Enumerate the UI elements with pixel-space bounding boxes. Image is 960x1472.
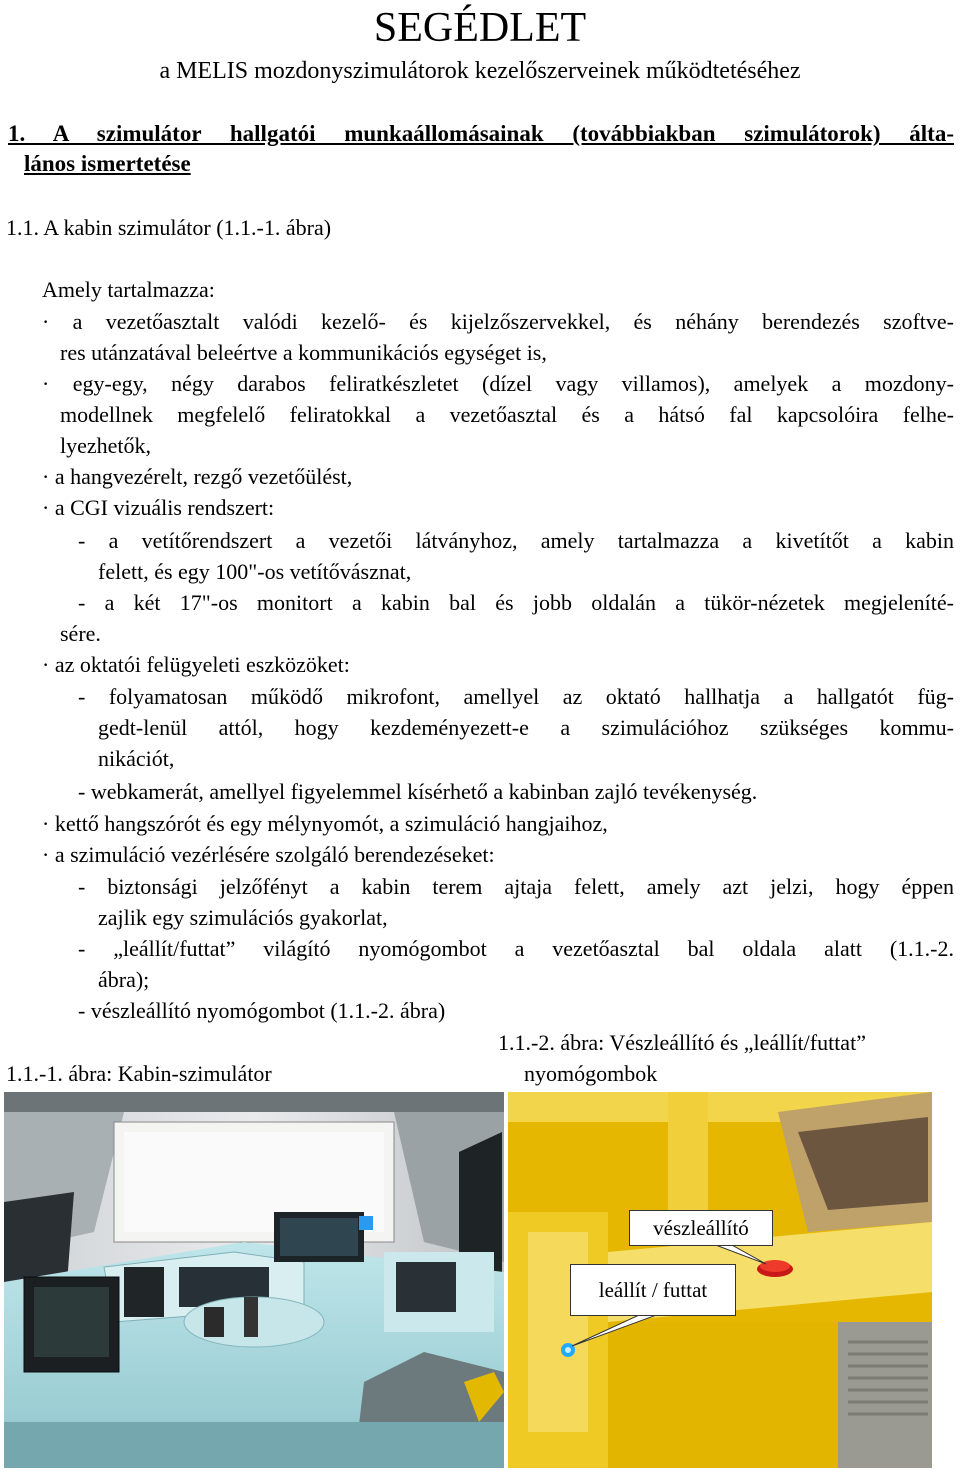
emergency-stop-callout: vészleállító <box>629 1210 773 1246</box>
body-line: · a CGI vizuális rendszert: <box>42 495 275 520</box>
body-line: nikációt, <box>98 746 175 771</box>
body-line: · kettő hangszórót és egy mélynyomót, a szimuláció hangjaihoz, <box>42 811 608 836</box>
body-line: - a két 17"-os monitort a kabin bal és jobb oldalán a tükör-nézetek megjeleníté- <box>78 590 954 615</box>
body-line: res utánzatával beleértve a kommunikációs egységet is, <box>60 340 547 365</box>
body-line: - a vetítőrendszert a vezetői látványhoz, amely tartalmazza a kivetítőt a kabin <box>78 528 954 553</box>
stop-run-callout: leállít / futtat <box>570 1264 736 1316</box>
body-line: felett, és egy 100"-os vetítővásznat, <box>98 559 412 584</box>
body-line: · a vezetőasztalt valódi kezelő- és kijelzőszervekkel, és néhány berendezés szoftve- <box>42 309 954 334</box>
body-line: - vészleállító nyomógombot (1.1.-2. ábra) <box>78 998 446 1023</box>
body-line: · az oktatói felügyeleti eszközöket: <box>42 652 350 677</box>
body-line: gedt-lenül attól, hogy kezdeményezett-e a szimulációhoz szükséges kommu- <box>98 715 954 740</box>
body-line: - „leállít/futtat” világító nyomógombot a vezetőasztal bal oldala alatt (1.1.-2. <box>78 936 954 961</box>
body-line: modellnek megfelelő feliratokkal a vezetőasztal és a hátsó fal kapcsolóira felhe- <box>60 402 954 427</box>
figure-2-caption-line-1: 1.1.-2. ábra: Vészleállító és „leállít/futtat” <box>498 1030 866 1055</box>
figure-1-caption: 1.1.-1. ábra: Kabin-szimulátor <box>6 1061 272 1086</box>
body-line: - webkamerát, amellyel figyelemmel kísérhető a kabinban zajló tevékenység. <box>78 779 758 804</box>
body-line: lyezhetők, <box>60 433 152 458</box>
section-heading-line-1: 1. A szimulátor hallgatói munkaállomásainak (továbbiakban szimulátorok) álta- <box>8 121 954 146</box>
section-heading-line-2: lános ismertetése <box>24 151 191 176</box>
cab-simulator-photo <box>4 1092 504 1468</box>
figure-2-caption-line-2: nyomógombok <box>524 1061 658 1086</box>
intro-text: Amely tartalmazza: <box>42 277 215 302</box>
body-line: zajlik egy szimulációs gyakorlat, <box>98 905 388 930</box>
page-title: SEGÉDLET <box>373 5 587 51</box>
subsection-heading: 1.1. A kabin szimulátor (1.1.-1. ábra) <box>6 215 332 240</box>
page-subtitle: a MELIS mozdonyszimulátorok kezelőszerveinek működtetéséhez <box>159 58 801 84</box>
body-line: ábra); <box>98 967 150 992</box>
buttons-photo <box>508 1092 932 1468</box>
body-line: sére. <box>60 621 101 646</box>
body-line: - biztonsági jelzőfényt a kabin terem ajtaja felett, amely azt jelzi, hogy éppen <box>78 874 954 899</box>
body-line: · egy-egy, négy darabos feliratkészletet (dízel vagy villamos), amelyek a mozdony- <box>42 371 954 396</box>
body-line: · a szimuláció vezérlésére szolgáló berendezéseket: <box>42 842 495 867</box>
body-line: - folyamatosan működő mikrofont, amellyel az oktató hallhatja a hallgatót füg- <box>78 684 954 709</box>
body-line: · a hangvezérelt, rezgő vezetőülést, <box>42 464 353 489</box>
